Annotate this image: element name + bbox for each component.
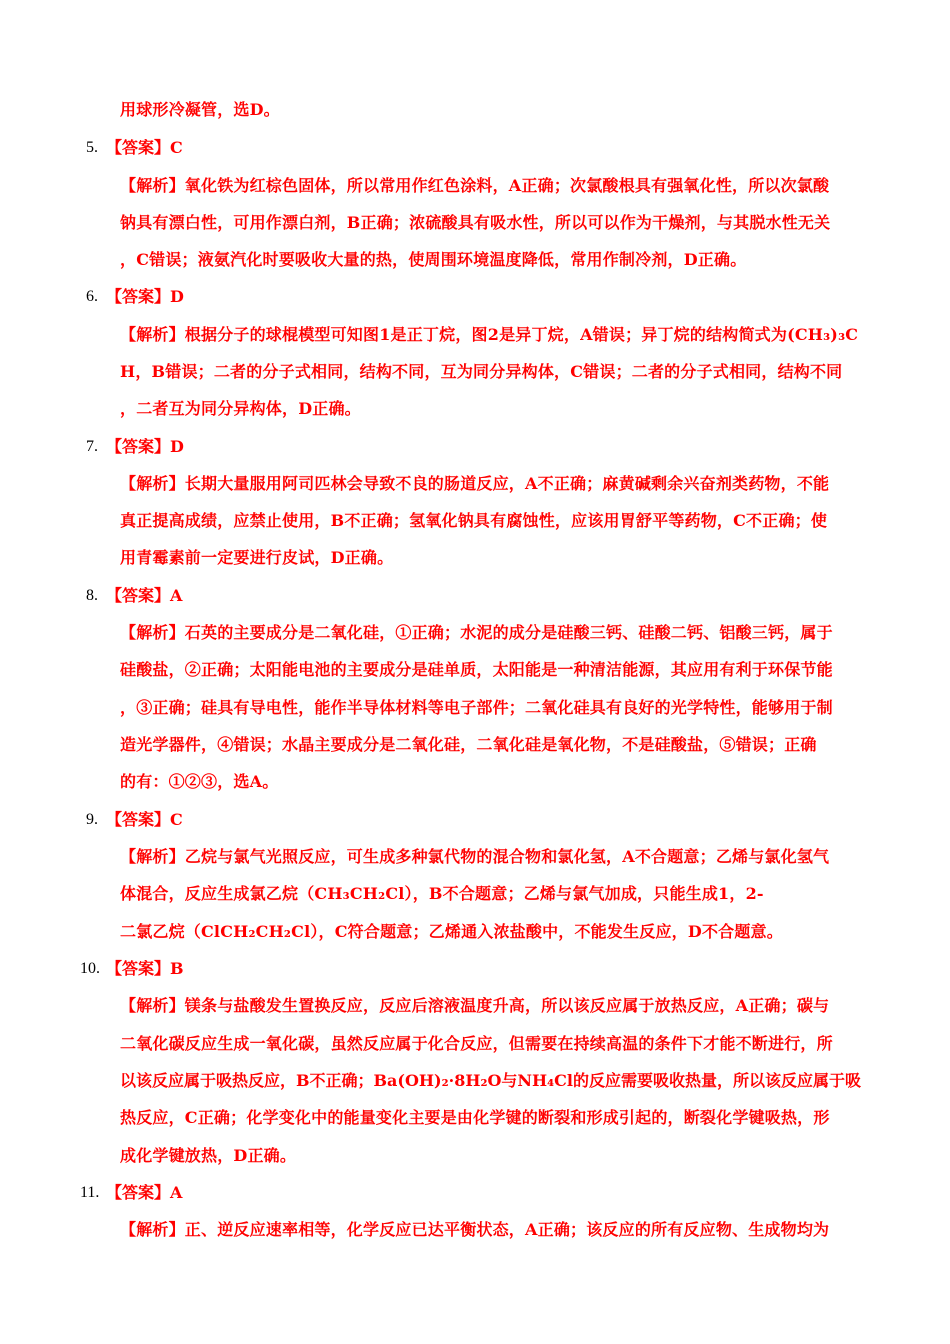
explanation-line: 的有：①②③，选A。 [120,772,279,791]
explanation-line: ，C错误；液氨汽化时要吸收大量的热，使周围环境温度降低，常用作制冷剂，D正确。 [120,250,747,269]
explanation-line: 【解析】氧化铁为红棕色固体，所以常用作红色涂料，A正确；次氯酸根具有强氧化性，所以次氯酸 [120,176,830,195]
explanation-line: 体混合，反应生成氯乙烷（CH₃CH₂Cl），B不合题意；乙烯与氯气加成，只能生成1，2- [120,884,764,903]
item-number: 10. [80,960,100,977]
explanation-line: 成化学键放热，D正确。 [120,1146,297,1165]
answer-label: 【答案】D [106,437,184,456]
explanation-line: 以该反应属于吸热反应，B不正确；Ba(OH)₂·8H₂O与NH₄Cl的反应需要吸收热量，所以该反应属于吸 [120,1071,861,1090]
explanation-line: 真正提高成绩，应禁止使用，B不正确；氢氧化钠具有腐蚀性，应该用胃舒平等药物，C不正确；使 [120,511,828,530]
explanation-line: 钠具有漂白性，可用作漂白剂，B正确；浓硫酸具有吸水性，所以可以作为干燥剂，与其脱水性无关 [120,213,831,232]
explanation-line: ，③正确；硅具有导电性，能作半导体材料等电子部件；二氧化硅具有良好的光学特性，能够用于制 [120,698,833,717]
continuation-line: 用球形冷凝管，选D。 [120,100,280,119]
explanation-line: 硅酸盐，②正确；太阳能电池的主要成分是硅单质，太阳能是一种清洁能源，其应用有利于环保节能 [120,660,833,679]
explanation-line: 二氯乙烷（ClCH₂CH₂Cl），C符合题意；乙烯通入浓盐酸中，不能发生反应，D不合题意。 [120,922,783,941]
item-number: 5. [86,139,98,156]
item-number: 7. [86,438,98,455]
item-number: 11. [80,1184,100,1201]
explanation-line: 【解析】石英的主要成分是二氧化硅，①正确；水泥的成分是硅酸三钙、硅酸二钙、铝酸三钙，属于 [120,623,833,642]
item-number: 9. [86,811,98,828]
item-number: 6. [86,288,98,305]
explanation-line: 【解析】镁条与盐酸发生置换反应，反应后溶液温度升高，所以该反应属于放热反应，A正确；碳与 [120,996,830,1015]
answer-label: 【答案】B [106,959,184,978]
answer-label: 【答案】C [106,138,183,157]
explanation-line: 【解析】正、逆反应速率相等，化学反应已达平衡状态，A正确；该反应的所有反应物、生成物均为 [120,1220,830,1239]
explanation-line: 二氧化碳反应生成一氧化碳，虽然反应属于化合反应，但需要在持续高温的条件下才能不断进行，所 [120,1034,833,1053]
item-number: 8. [86,587,98,604]
explanation-line: 造光学器件，④错误；水晶主要成分是二氧化硅，二氧化硅是氧化物，不是硅酸盐，⑤错误；正确 [120,735,817,754]
explanation-line: 【解析】根据分子的球棍模型可知图1是正丁烷，图2是异丁烷，A错误；异丁烷的结构简式为(CH₃)₃C [120,325,859,344]
answer-label: 【答案】D [106,287,184,306]
explanation-line: 【解析】乙烷与氯气光照反应，可生成多种氯代物的混合物和氯化氢，A不合题意；乙烯与氯化氢气 [120,847,830,866]
explanation-line: H，B错误；二者的分子式相同，结构不同，互为同分异构体，C错误；二者的分子式相同，结构不同 [120,362,843,381]
answer-label: 【答案】A [106,1183,183,1202]
answer-label: 【答案】A [106,586,183,605]
explanation-line: ，二者互为同分异构体，D正确。 [120,399,361,418]
explanation-line: 用青霉素前一定要进行皮试，D正确。 [120,548,394,567]
answer-label: 【答案】C [106,810,183,829]
explanation-line: 热反应，C正确；化学变化中的能量变化主要是由化学键的断裂和形成引起的，断裂化学键吸热，形 [120,1108,830,1127]
explanation-line: 【解析】长期大量服用阿司匹林会导致不良的肠道反应，A不正确；麻黄碱剩余兴奋剂类药物，不能 [120,474,830,493]
